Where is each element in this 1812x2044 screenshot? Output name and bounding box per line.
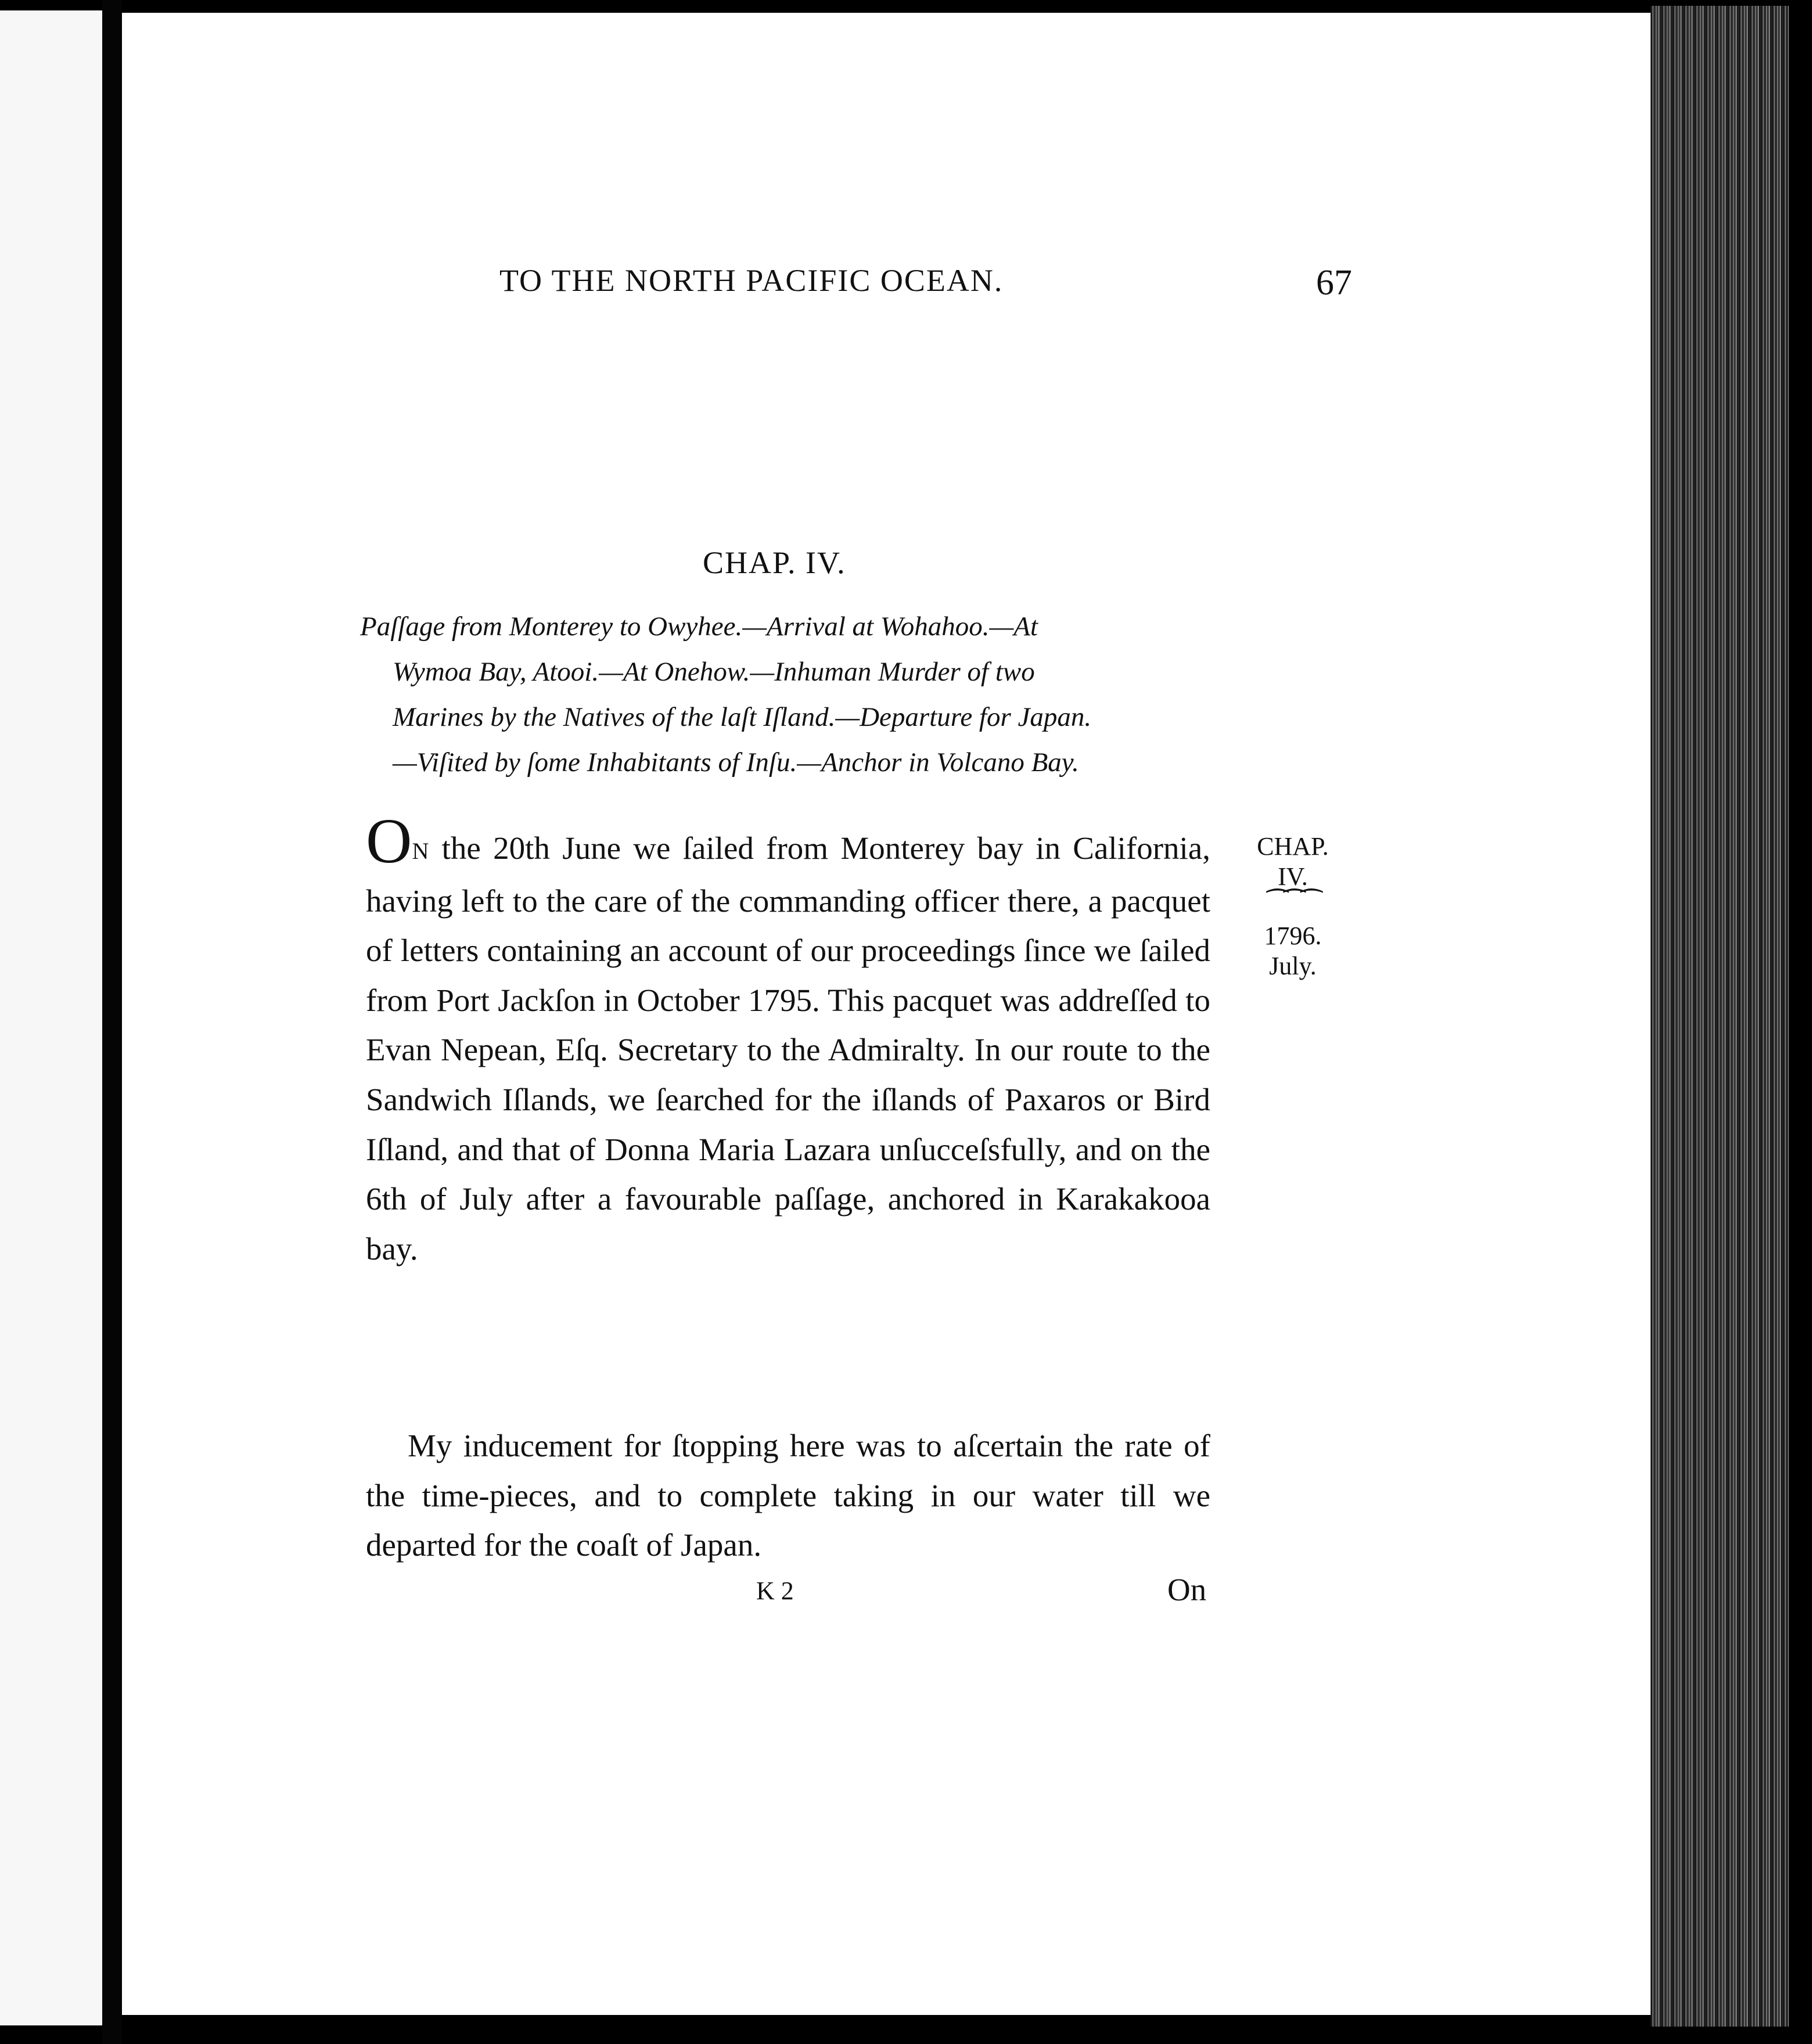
- brace-icon: ⁀⁀⁀: [1267, 890, 1319, 918]
- book-gutter: [102, 0, 122, 2044]
- margin-note: [1235, 832, 1351, 981]
- page-number: 67: [1316, 263, 1352, 303]
- summary-line: Marines by the Natives of the laſt Iſland.—Departure for Japan.: [393, 702, 1092, 732]
- small-cap: N: [412, 838, 430, 864]
- page-edges: [1651, 6, 1789, 2027]
- summary-line: —Viſited by ſome Inhabitants of Inſu.—Anchor in Volcano Bay.: [393, 747, 1079, 778]
- chapter-summary: [360, 604, 1208, 785]
- catchword: On: [1167, 1572, 1207, 1607]
- running-head: TO THE NORTH PACIFIC OCEAN.: [499, 263, 1004, 298]
- signature-mark: K 2: [756, 1577, 794, 1605]
- facing-page-edge: [0, 10, 102, 2025]
- margin-note-number: IV.: [1278, 862, 1308, 891]
- paragraph-1: [366, 805, 1210, 1273]
- summary-line: Wymoa Bay, Atooi.—At Onehow.—Inhuman Murder of two: [393, 657, 1035, 687]
- margin-note-year: 1796.: [1264, 922, 1322, 950]
- drop-cap: O: [366, 805, 412, 876]
- margin-note-month: July.: [1269, 952, 1317, 980]
- paragraph-1-text: the 20th June we ſailed from Monterey bay in California, having left to the care of the commanding officer there, a pacquet of letters containing an account of our proceedings ſince we ſailed from Port Jackſon in October 1795. This pacquet was addreſſed to Evan Nepean, Eſq. Secretary to the Admiralty. In our route to the Sandwich Iſlands, we ſearched for the iſlands of Paxaros or Bird Iſland, and that of Donna Maria Lazara unſucceſsfully, and on the 6th of July after a favourable paſſage, anchored in Karakakooa bay.: [366, 830, 1210, 1266]
- paragraph-2: My inducement for ſtopping here was to aſcertain the rate of the time-pieces, and to complete taking in our water till we departed for the coaſt of Japan.: [366, 1428, 1210, 1563]
- summary-line: Paſſage from Monterey to Owyhee.—Arrival at Wohahoo.—At: [360, 611, 1038, 642]
- chapter-heading: CHAP. IV.: [703, 545, 846, 580]
- margin-note-chap: CHAP.: [1257, 832, 1329, 861]
